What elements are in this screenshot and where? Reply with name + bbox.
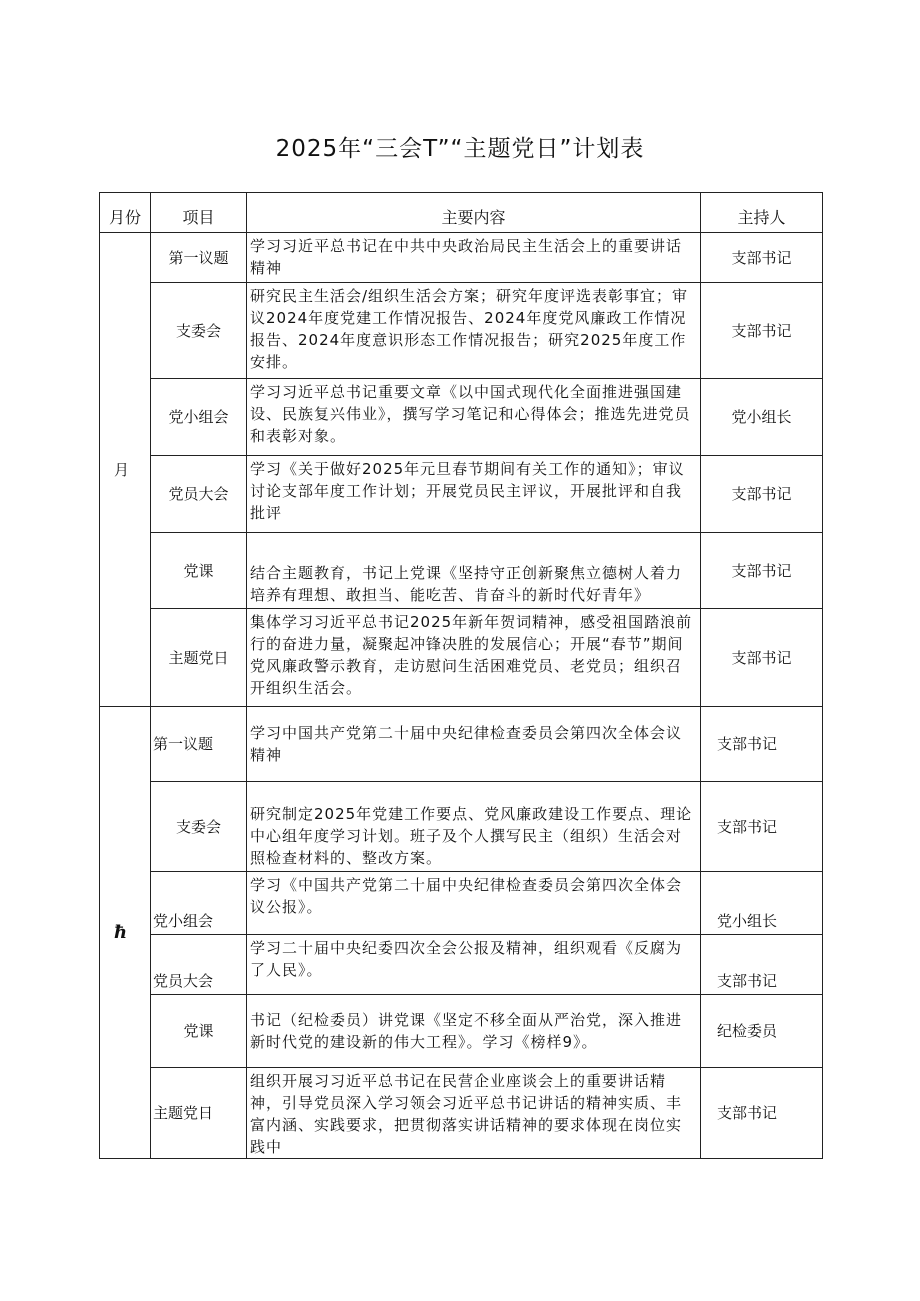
table-row [100, 872, 823, 935]
host-cell: 支部书记 [701, 782, 823, 872]
table-row [100, 935, 823, 995]
table-header-row [100, 193, 823, 233]
item-cell: 第一议题 [151, 233, 247, 283]
table-row [100, 233, 823, 283]
table-row [100, 379, 823, 456]
table-row [100, 533, 823, 609]
content-cell: 学习习近平总书记在中共中央政治局民主生活会上的重要讲话精神 [247, 233, 701, 283]
table-row [100, 707, 823, 782]
content-cell: 学习《中国共产党第二十届中央纪律检查委员会第四次全体会议公报》。 [247, 872, 701, 935]
table-row [100, 782, 823, 872]
host-cell: 纪检委员 [701, 995, 823, 1068]
content-cell: 研究民主生活会/组织生活会方案；研究年度评选表彰事宜；审议2024年度党建工作情况报告、2024年度党风廉政工作情况报告、2024年度意识形态工作情况报告；研究2025年度工作安排。 [247, 283, 701, 379]
content-cell: 集体学习习近平总书记2025年新年贺词精神，感受祖国踏浪前行的奋进力量，凝聚起冲锋决胜的发展信心；开展“春节”期间党风廉政警示教育，走访慰问生活困难党员、老党员；组织召开组织生活会。 [247, 609, 701, 707]
content-cell: 学习二十届中央纪委四次全会公报及精神，组织观看《反腐为了人民》。 [247, 935, 701, 995]
host-cell: 支部书记 [701, 707, 823, 782]
item-cell: 党员大会 [151, 935, 247, 995]
content-cell: 研究制定2025年党建工作要点、党风廉政建设工作要点、理论中心组年度学习计划。班子及个人撰写民主（组织）生活会对照检查材料的、整改方案。 [247, 782, 701, 872]
content-cell: 书记（纪检委员）讲党课《坚定不移全面从严治党，深入推进新时代党的建设新的伟大工程》。学习《榜样9》。 [247, 995, 701, 1068]
table-row [100, 456, 823, 533]
content-cell: 学习中国共产党第二十届中央纪律检查委员会第四次全体会议精神 [247, 707, 701, 782]
plan-table [99, 192, 823, 1159]
item-cell: 主题党日 [151, 609, 247, 707]
table-row [100, 995, 823, 1068]
item-cell: 支委会 [151, 283, 247, 379]
header-content: 主要内容 [247, 193, 701, 233]
document-title: 2025年“三会T”“主题党日”计划表 [275, 136, 645, 162]
host-cell: 支部书记 [701, 609, 823, 707]
content-cell: 学习习近平总书记重要文章《以中国式现代化全面推进强国建设、民族复兴伟业》，撰写学习笔记和心得体会；推选先进党员和表彰对象。 [247, 379, 701, 456]
month-label: 月 [114, 460, 130, 479]
item-cell: 党课 [151, 533, 247, 609]
month-cell [100, 707, 151, 1159]
table-row [100, 609, 823, 707]
host-cell: 支部书记 [701, 935, 823, 995]
item-cell: 党小组会 [151, 872, 247, 935]
content-cell: 学习《关于做好2025年元旦春节期间有关工作的通知》；审议讨论支部年度工作计划；开展党员民主评议，开展批评和自我批评 [247, 456, 701, 533]
header-host: 主持人 [701, 193, 823, 233]
host-cell: 支部书记 [701, 283, 823, 379]
content-cell: 结合主题教育，书记上党课《坚持守正创新聚焦立德树人着力培养有理想、敢担当、能吃苦、肯奋斗的新时代好青年》 [247, 533, 701, 609]
host-cell: 党小组长 [701, 379, 823, 456]
table-row [100, 283, 823, 379]
host-cell: 支部书记 [701, 1068, 823, 1159]
host-cell: 支部书记 [701, 456, 823, 533]
month-label: ħ [114, 921, 128, 943]
header-item: 项目 [151, 193, 247, 233]
item-cell: 党员大会 [151, 456, 247, 533]
item-cell: 党小组会 [151, 379, 247, 456]
item-cell: 支委会 [151, 782, 247, 872]
host-cell: 支部书记 [701, 533, 823, 609]
item-cell: 第一议题 [151, 707, 247, 782]
item-cell: 主题党日 [151, 1068, 247, 1159]
table-row [100, 1068, 823, 1159]
host-cell: 党小组长 [701, 872, 823, 935]
item-cell: 党课 [151, 995, 247, 1068]
month-cell [100, 233, 151, 707]
host-cell: 支部书记 [701, 233, 823, 283]
header-month: 月份 [100, 193, 151, 233]
content-cell: 组织开展习习近平总书记在民营企业座谈会上的重要讲话精神，引导党员深入学习领会习近平总书记讲话的精神实质、丰富内涵、实践要求，把贯彻落实讲话精神的要求体现在岗位实践中 [247, 1068, 701, 1159]
